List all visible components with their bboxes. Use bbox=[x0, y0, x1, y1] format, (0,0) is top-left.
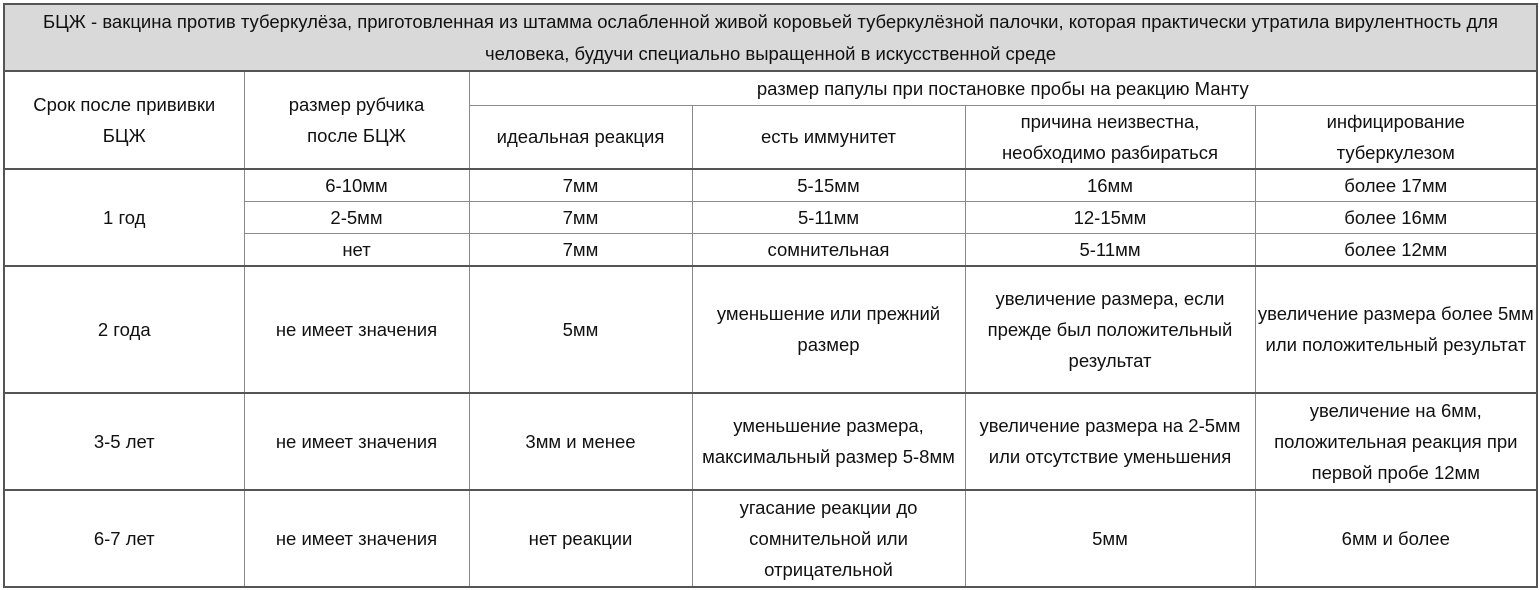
infected-cell: более 17мм bbox=[1255, 169, 1537, 202]
unknown-cell: 5мм bbox=[965, 490, 1255, 587]
scar-cell: не имеет значения bbox=[244, 266, 469, 393]
term-cell: 6-7 лет bbox=[4, 490, 244, 587]
ideal-cell: 5мм bbox=[469, 266, 692, 393]
scar-cell: 6-10мм bbox=[244, 169, 469, 202]
term-cell: 3-5 лет bbox=[4, 393, 244, 490]
header-infected: инфицирование туберкулезом bbox=[1255, 105, 1537, 169]
table-row bbox=[4, 266, 1537, 393]
header-term: Срок после прививки БЦЖ bbox=[4, 71, 244, 169]
ideal-cell: нет реакции bbox=[469, 490, 692, 587]
unknown-cell: 12-15мм bbox=[965, 201, 1255, 233]
scar-cell: не имеет значения bbox=[244, 490, 469, 587]
immunity-cell: уменьшение размера, максимальный размер 5-8мм bbox=[692, 393, 965, 490]
immunity-cell: 5-11мм bbox=[692, 201, 965, 233]
table-row bbox=[4, 169, 1537, 202]
ideal-cell: 7мм bbox=[469, 201, 692, 233]
immunity-cell: 5-15мм bbox=[692, 169, 965, 202]
term-cell: 2 года bbox=[4, 266, 244, 393]
immunity-cell: уменьшение или прежний размер bbox=[692, 266, 965, 393]
infected-cell: более 16мм bbox=[1255, 201, 1537, 233]
unknown-cell: увеличение размера на 2-5мм или отсутствие уменьшения bbox=[965, 393, 1255, 490]
scar-cell: нет bbox=[244, 233, 469, 266]
immunity-cell: угасание реакции до сомнительной или отрицательной bbox=[692, 490, 965, 587]
infected-cell: 6мм и более bbox=[1255, 490, 1537, 587]
bcg-mantoux-table bbox=[3, 3, 1538, 588]
scar-cell: 2-5мм bbox=[244, 201, 469, 233]
header-ideal: идеальная реакция bbox=[469, 105, 692, 169]
table-row bbox=[4, 393, 1537, 490]
table-row bbox=[4, 490, 1537, 587]
unknown-cell: увеличение размера, если прежде был положительный результат bbox=[965, 266, 1255, 393]
header-unknown: причина неизвестна, необходимо разбираться bbox=[965, 105, 1255, 169]
header-papule-group: размер папулы при постановке пробы на реакцию Манту bbox=[469, 71, 1537, 105]
infected-cell: более 12мм bbox=[1255, 233, 1537, 266]
ideal-cell: 7мм bbox=[469, 169, 692, 202]
header-immunity: есть иммунитет bbox=[692, 105, 965, 169]
term-cell: 1 год bbox=[4, 169, 244, 266]
header-scar: размер рубчика после БЦЖ bbox=[244, 71, 469, 169]
infected-cell: увеличение на 6мм, положительная реакция при первой пробе 12мм bbox=[1255, 393, 1537, 490]
ideal-cell: 3мм и менее bbox=[469, 393, 692, 490]
scar-cell: не имеет значения bbox=[244, 393, 469, 490]
unknown-cell: 5-11мм bbox=[965, 233, 1255, 266]
infected-cell: увеличение размера более 5мм или положительный результат bbox=[1255, 266, 1537, 393]
table-title: БЦЖ - вакцина против туберкулёза, приготовленная из штамма ослабленной живой коровьей туберкулёзной палочки, которая практически утратила вирулентность для человека, будучи специально выращенной в искусственной среде bbox=[4, 4, 1537, 71]
ideal-cell: 7мм bbox=[469, 233, 692, 266]
immunity-cell: сомнительная bbox=[692, 233, 965, 266]
unknown-cell: 16мм bbox=[965, 169, 1255, 202]
